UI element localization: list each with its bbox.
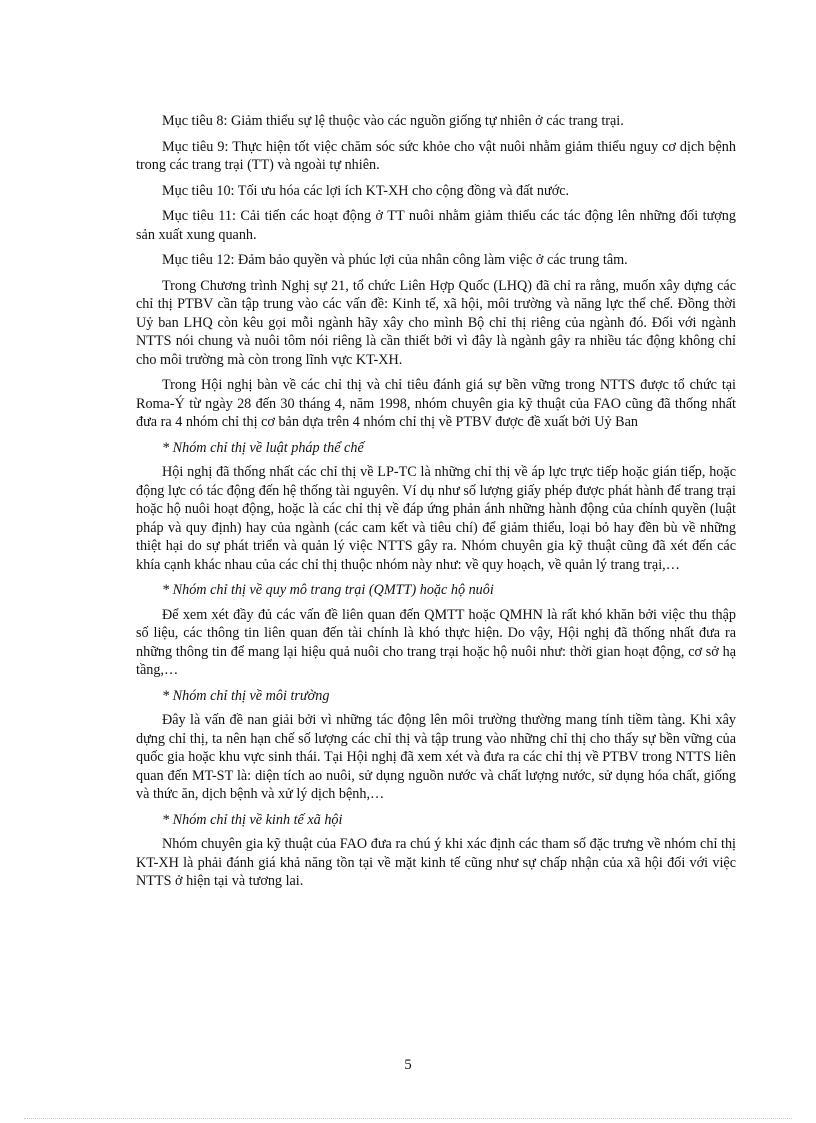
paragraph-legal-institutional: Hội nghị đã thống nhất các chỉ thị về LP-TC là những chỉ thị về áp lực trực tiếp hoặc gián tiếp, hoặc động lực có tác động đến hệ thống tài nguyên. Ví dụ như số lượng giấy phép được phát hành để trang trại hoặc hộ nuôi hoạt động, hoặc là các chỉ thị về đáp ứng phản ánh những hành động của chính quyền (luật pháp và quy định) hay của ngành (các cam kết và tiêu chí) để giảm thiểu, loại bỏ hay đền bù về những thiệt hại do sự phát triển và quản lý việc NTTS gây ra. Nhóm chuyên gia kỹ thuật cũng đã xét đến các khía cạnh khác nhau của các chỉ thị thuộc nhóm này như: về quy hoạch, về quản lý trang trại,…: [136, 464, 736, 573]
page-bottom-divider: [24, 1118, 792, 1119]
paragraph-farm-scale: Để xem xét đầy đủ các vấn đề liên quan đến QMTT hoặc QMHN là rất khó khăn bởi việc thu thập số liệu, các thông tin liên quan đến tài chính là khó thực hiện. Do vậy, Hội nghị đã thống nhất đưa ra những thông tin để mang lại hiệu quả nuôi cho trang trại hoặc hộ nuôi như: thời gian hoạt động, cơ sở hạ tầng,…: [136, 606, 736, 678]
paragraph-objective-10: Mục tiêu 10: Tối ưu hóa các lợi ích KT-XH cho cộng đồng và đất nước.: [162, 182, 570, 199]
document-body: [136, 112, 736, 898]
paragraph-agenda-21: Trong Chương trình Nghị sự 21, tổ chức Liên Hợp Quốc (LHQ) đã chỉ ra rằng, muốn xây dựng các chỉ thị PTBV cần tập trung vào các vấn đề: Kinh tế, xã hội, môi trường và năng lực thể chế. Đồng thời Uỷ ban LHQ còn kêu gọi mỗi ngành hãy xây cho mình Bộ chỉ thị riêng của ngành đó. Đối với ngành NTTS nói chung và nuôi tôm nói riêng là cần thiết bởi vì đây là ngành gây ra nhiều tác động không chỉ cho môi trường mà còn trong lĩnh vực KT-XH.: [136, 277, 736, 368]
paragraph-objective-12: Mục tiêu 12: Đảm bảo quyền và phúc lợi của nhân công làm việc ở các trung tâm.: [162, 252, 628, 268]
heading-environment: * Nhóm chỉ thị về môi trường: [162, 687, 330, 704]
paragraph-objective-11: Mục tiêu 11: Cải tiến các hoạt động ở TT nuôi nhằm giảm thiểu các tác động lên những đối tượng sản xuất xung quanh.: [136, 208, 736, 243]
paragraph-rome-conference: Trong Hội nghị bàn về các chỉ thị và chỉ tiêu đánh giá sự bền vững trong NTTS được tổ chức tại Roma-Ý từ ngày 28 đến 30 tháng 4, năm 1998, nhóm chuyên gia kỹ thuật của FAO cũng đã thống nhất đưa ra 4 nhóm chỉ thị cơ bản dựa trên 4 nhóm chỉ thị về PTBV được đề xuất bởi Uỷ Ban: [136, 377, 736, 430]
page-number: 5: [404, 1057, 412, 1073]
heading-socio-economic: * Nhóm chỉ thị về kinh tế xã hội: [162, 811, 343, 828]
heading-legal-institutional: * Nhóm chỉ thị về luật pháp thể chế: [162, 439, 364, 456]
paragraph-objective-9: Mục tiêu 9: Thực hiện tốt việc chăm sóc sức khỏe cho vật nuôi nhằm giảm thiểu nguy cơ dịch bệnh trong các trang trại (TT) và ngoài tự nhiên.: [136, 138, 736, 173]
heading-farm-scale: * Nhóm chỉ thị về quy mô trang trại (QMTT) hoặc hộ nuôi: [162, 582, 494, 598]
paragraph-environment: Đây là vấn đề nan giải bởi vì những tác động lên môi trường thường mang tính tiềm tàng. Khi xây dựng chỉ thị, ta nên hạn chế số lượng các chỉ thị và tập trung vào những chỉ thị cho thấy sự bền vững của quốc gia hoặc khu vực sinh thái. Tại Hội nghị đã xem xét và đưa ra các chỉ thị về PTBV trong NTTS liên quan đến MT-ST là: diện tích ao nuôi, sử dụng nguồn nước và chất lượng nước, sử dụng hóa chất, giống và thức ăn, dịch bệnh và xử lý dịch bệnh,…: [136, 712, 736, 802]
paragraph-objective-8: Mục tiêu 8: Giảm thiểu sự lệ thuộc vào các nguồn giống tự nhiên ở các trang trại.: [162, 113, 624, 129]
paragraph-socio-economic: Nhóm chuyên gia kỹ thuật của FAO đưa ra chú ý khi xác định các tham số đặc trưng về nhóm chỉ thị KT-XH là phải đánh giá khả năng tồn tại về mặt kinh tế cũng như sự chấp nhận của xã hội đối với việc NTTS ở hiện tại và tương lai.: [136, 836, 736, 889]
